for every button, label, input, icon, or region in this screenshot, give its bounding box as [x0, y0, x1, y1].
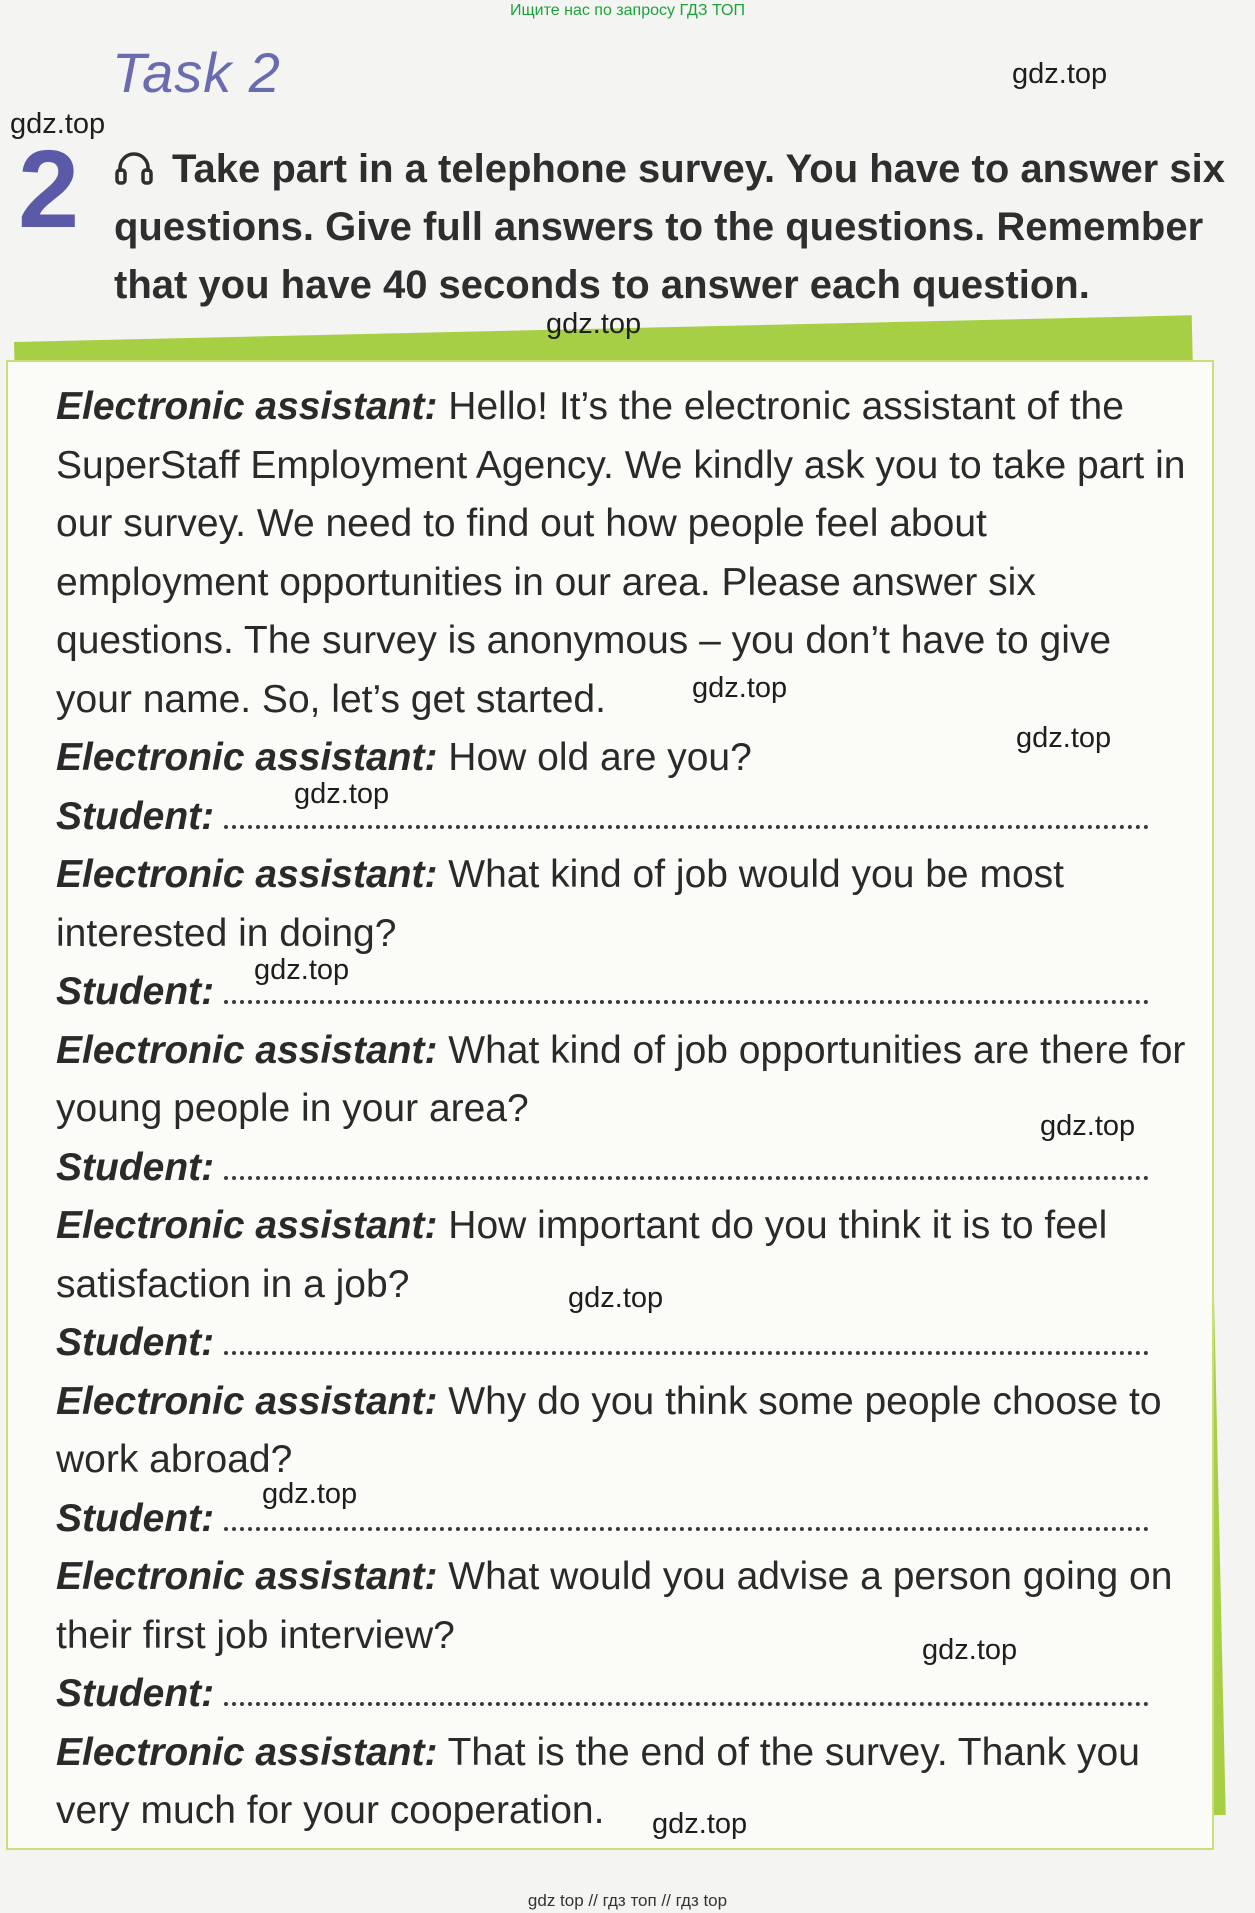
watermark: gdz.top	[546, 308, 642, 340]
dialogue-line: Electronic assistant: How old are you?	[56, 736, 752, 779]
watermark: gdz.top	[1016, 722, 1112, 754]
watermark: gdz.top	[652, 1808, 748, 1840]
watermark: gdz.top	[692, 672, 788, 704]
student-answer-line[interactable]: Student:	[56, 1314, 1186, 1373]
dialogue-line: Electronic assistant: Why do you think some people choose to work abroad?	[56, 1379, 1162, 1481]
watermark: gdz.top	[922, 1634, 1018, 1666]
answer-blank[interactable]	[224, 1339, 1149, 1355]
student-answer-line[interactable]: Student:	[56, 1490, 1186, 1549]
watermark: gdz.top	[568, 1282, 664, 1314]
watermark: gdz.top	[10, 108, 106, 140]
dialogue-line: Electronic assistant: That is the end of the survey. Thank you very much for your cooperation.	[56, 1730, 1140, 1832]
watermark: gdz.top	[262, 1478, 358, 1510]
dialogue-line: Electronic assistant: Hello! It’s the electronic assistant of the SuperStaff Employment Agency. We kindly ask you to take part in our survey. We need to find out how people feel about employment opportunities in our area. Please answer six questions. The survey is anonymous – you don’t have to give your name. So, let’s get started.	[56, 385, 1186, 721]
answer-blank[interactable]	[224, 988, 1149, 1004]
student-answer-line[interactable]: Student:	[56, 788, 1186, 847]
student-answer-line[interactable]: Student:	[56, 963, 1186, 1022]
top-banner[interactable]: Ищите нас по запросу ГДЗ ТОП	[510, 2, 745, 19]
dialogue-line: Electronic assistant: What would you advise a person going on their first job interview?	[56, 1555, 1173, 1657]
watermark: gdz.top	[1040, 1110, 1136, 1142]
headphones-icon	[114, 146, 154, 186]
dialogue-line: Electronic assistant: How important do you think it is to feel satisfaction in a job?	[56, 1204, 1108, 1306]
watermark: gdz.top	[294, 778, 390, 810]
dialogue-line: Electronic assistant: What kind of job opportunities are there for young people in your area?	[56, 1028, 1186, 1130]
dialogue-line: Electronic assistant: What kind of job would you be most interested in doing?	[56, 853, 1064, 955]
watermark: gdz.top	[254, 954, 350, 986]
answer-blank[interactable]	[224, 1164, 1149, 1180]
footer: gdz top // гдз топ // гдз top	[527, 1891, 728, 1910]
answer-blank[interactable]	[224, 1690, 1149, 1706]
instruction-text: Take part in a telephone survey. You have to answer six questions. Give full answers to the questions. Remember that you have 40 seconds to answer each question.	[114, 147, 1225, 307]
instruction	[114, 140, 1234, 314]
dialogue	[56, 378, 1186, 1841]
task-number: 2	[18, 128, 80, 251]
answer-blank[interactable]	[224, 1515, 1149, 1531]
student-answer-line[interactable]: Student:	[56, 1665, 1186, 1724]
watermark: gdz.top	[1012, 58, 1108, 90]
task-title: Task 2	[112, 41, 281, 104]
answer-blank[interactable]	[224, 813, 1149, 829]
student-answer-line[interactable]: Student:	[56, 1139, 1186, 1198]
